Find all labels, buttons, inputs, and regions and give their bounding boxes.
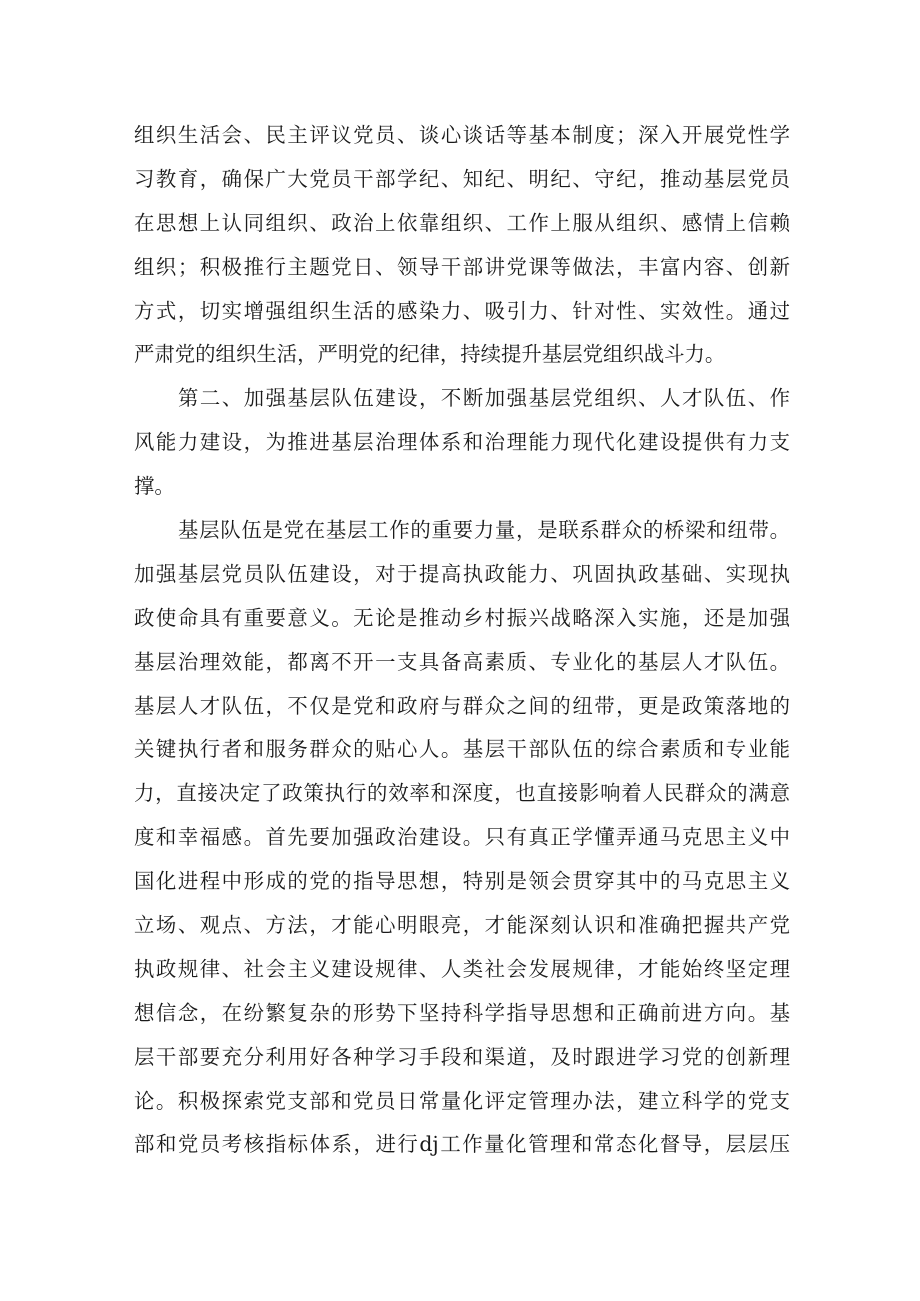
text-line: 基层治理效能，都离不开一支具备高素质、专业化的基层人才队伍。 (134, 649, 790, 674)
section-heading-line: 第二、加强基层队伍建设，不断加强基层党组织、人才队伍、作 (178, 386, 790, 411)
text-line: 方式，切实增强组织生活的感染力、吸引力、针对性、实效性。通过 (134, 298, 790, 323)
text-line: 关键执行者和服务群众的贴心人。基层干部队伍的综合素质和专业能 (134, 737, 790, 762)
text-line: 度和幸福感。首先要加强政治建设。只有真正学懂弄通马克思主义中 (134, 825, 790, 850)
text-line: 政使命具有重要意义。无论是推动乡村振兴战略深入实施，还是加强 (134, 605, 790, 630)
text-line: 执政规律、社会主义建设规律、人类社会发展规律，才能始终坚定理 (134, 956, 790, 981)
text-line: 部和党员考核指标体系，进行dj工作量化管理和常态化督导，层层压 (134, 1132, 790, 1157)
text-line: 论。积极探索党支部和党员日常量化评定管理办法，建立科学的党支 (134, 1088, 790, 1113)
text-line: 国化进程中形成的党的指导思想，特别是领会贯穿其中的马克思主义 (134, 869, 790, 894)
text-line: 组织生活会、民主评议党员、谈心谈话等基本制度；深入开展党性学 (134, 123, 790, 147)
text-line: 立场、观点、方法，才能心明眼亮，才能深刻认识和准确把握共产党 (134, 913, 790, 938)
text-line: 习教育，确保广大党员干部学纪、知纪、明纪、守纪，推动基层党员 (134, 166, 790, 191)
section-heading-line: 撑。 (134, 474, 175, 499)
text-line: 组织；积极推行主题党日、领导干部讲党课等做法，丰富内容、创新 (134, 254, 790, 279)
text-line: 层干部要充分利用好各种学习手段和渠道，及时跟进学习党的创新理 (134, 1044, 790, 1069)
text-line: 在思想上认同组织、政治上依靠组织、工作上服从组织、感情上信赖 (134, 210, 790, 235)
text-line: 基层人才队伍，不仅是党和政府与群众之间的纽带，更是政策落地的 (134, 693, 790, 718)
text-line: 力，直接决定了政策执行的效率和深度，也直接影响着人民群众的满意 (134, 781, 790, 806)
body-text (134, 114, 790, 1167)
section-heading-line: 风能力建设，为推进基层治理体系和治理能力现代化建设提供有力支 (134, 430, 790, 455)
text-line: 想信念，在纷繁复杂的形势下坚持科学指导思想和正确前进方向。基 (134, 1000, 790, 1025)
text-line: 加强基层党员队伍建设，对于提高执政能力、巩固执政基础、实现执 (134, 561, 790, 586)
text-line: 严肃党的组织生活，严明党的纪律，持续提升基层党组织战斗力。 (134, 342, 726, 367)
text-line: 基层队伍是党在基层工作的重要力量，是联系群众的桥梁和纽带。 (178, 518, 790, 543)
